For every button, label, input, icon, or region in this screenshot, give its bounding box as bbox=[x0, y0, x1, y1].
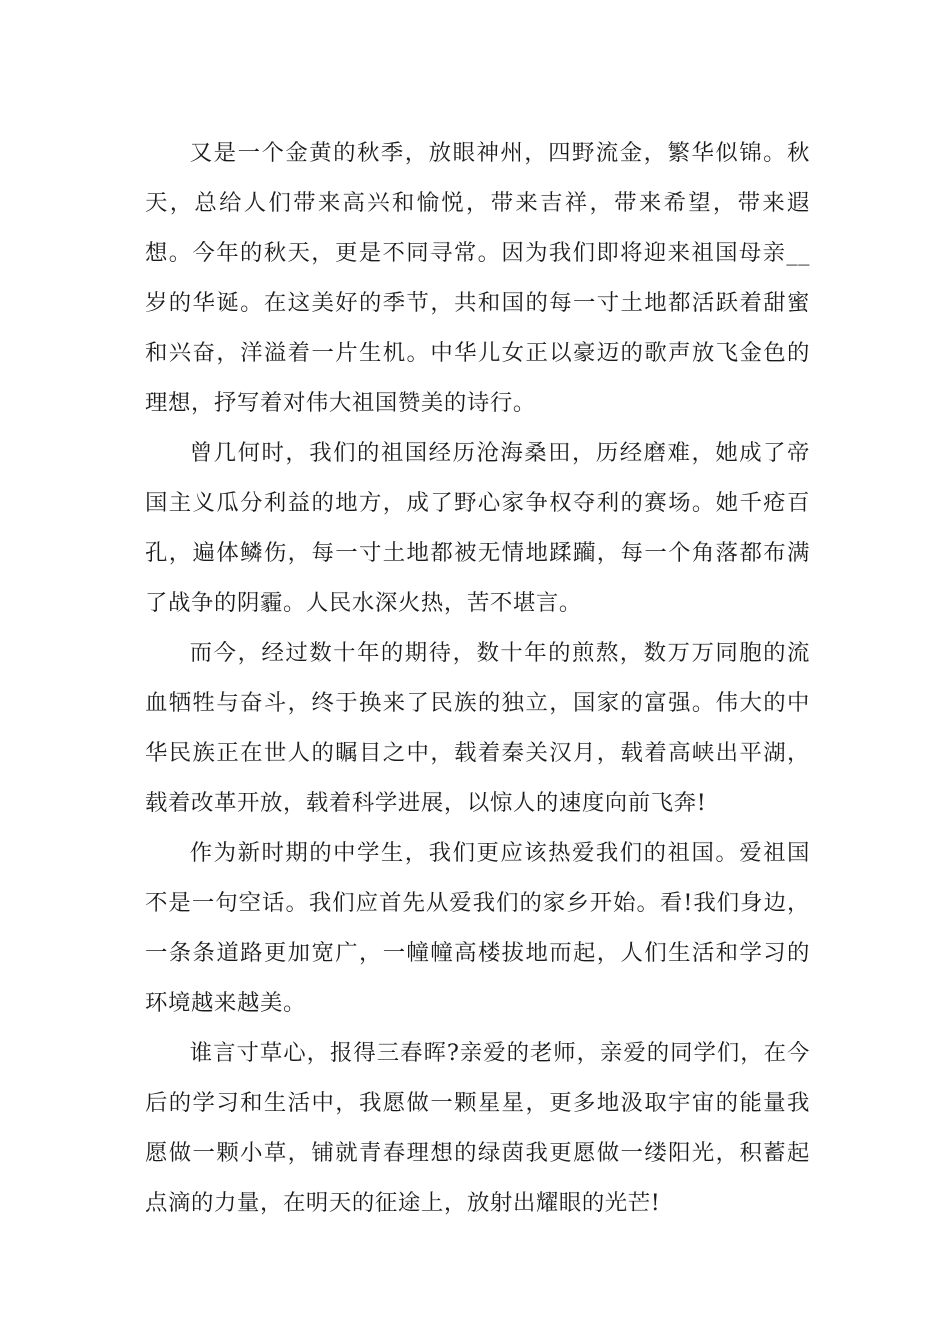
paragraph-2: 曾几何时，我们的祖国经历沧海桑田，历经磨难，她成了帝国主义瓜分利益的地方，成了野心家争权夺利的赛场。她千疮百孔，遍体鳞伤，每一寸土地都被无情地蹂躏，每一个角落都布满了战争的阴霾。人民水深火热，苦不堪言。 bbox=[145, 440, 810, 616]
paragraph-5: 谁言寸草心，报得三春晖?亲爱的老师，亲爱的同学们，在今后的学习和生活中，我愿做一颗星星，更多地汲取宇宙的能量我愿做一颗小草，铺就青春理想的绿茵我更愿做一缕阳光，积蓄起点滴的力量，在明天的征途上，放射出耀眼的光芒! bbox=[145, 1040, 810, 1216]
paragraph-1: 又是一个金黄的秋季，放眼神州，四野流金，繁华似锦。秋天，总给人们带来高兴和愉悦，带来吉祥，带来希望，带来遐想。今年的秋天，更是不同寻常。因为我们即将迎来祖国母亲__岁的华诞。在这美好的季节，共和国的每一寸土地都活跃着甜蜜和兴奋，洋溢着一片生机。中华儿女正以豪迈的歌声放飞金色的理想，抒写着对伟大祖国赞美的诗行。 bbox=[145, 140, 810, 416]
paragraph-3: 而今，经过数十年的期待，数十年的煎熬，数万万同胞的流血牺牲与奋斗，终于换来了民族的独立，国家的富强。伟大的中华民族正在世人的瞩目之中，载着秦关汉月，载着高峡出平湖，载着改革开放，载着科学进展，以惊人的速度向前飞奔! bbox=[145, 640, 810, 816]
paragraph-4: 作为新时期的中学生，我们更应该热爱我们的祖国。爱祖国不是一句空话。我们应首先从爱我们的家乡开始。看!我们身边，一条条道路更加宽广，一幢幢高楼拔地而起，人们生活和学习的环境越来越美。 bbox=[145, 840, 810, 1016]
document-body bbox=[145, 128, 810, 1228]
